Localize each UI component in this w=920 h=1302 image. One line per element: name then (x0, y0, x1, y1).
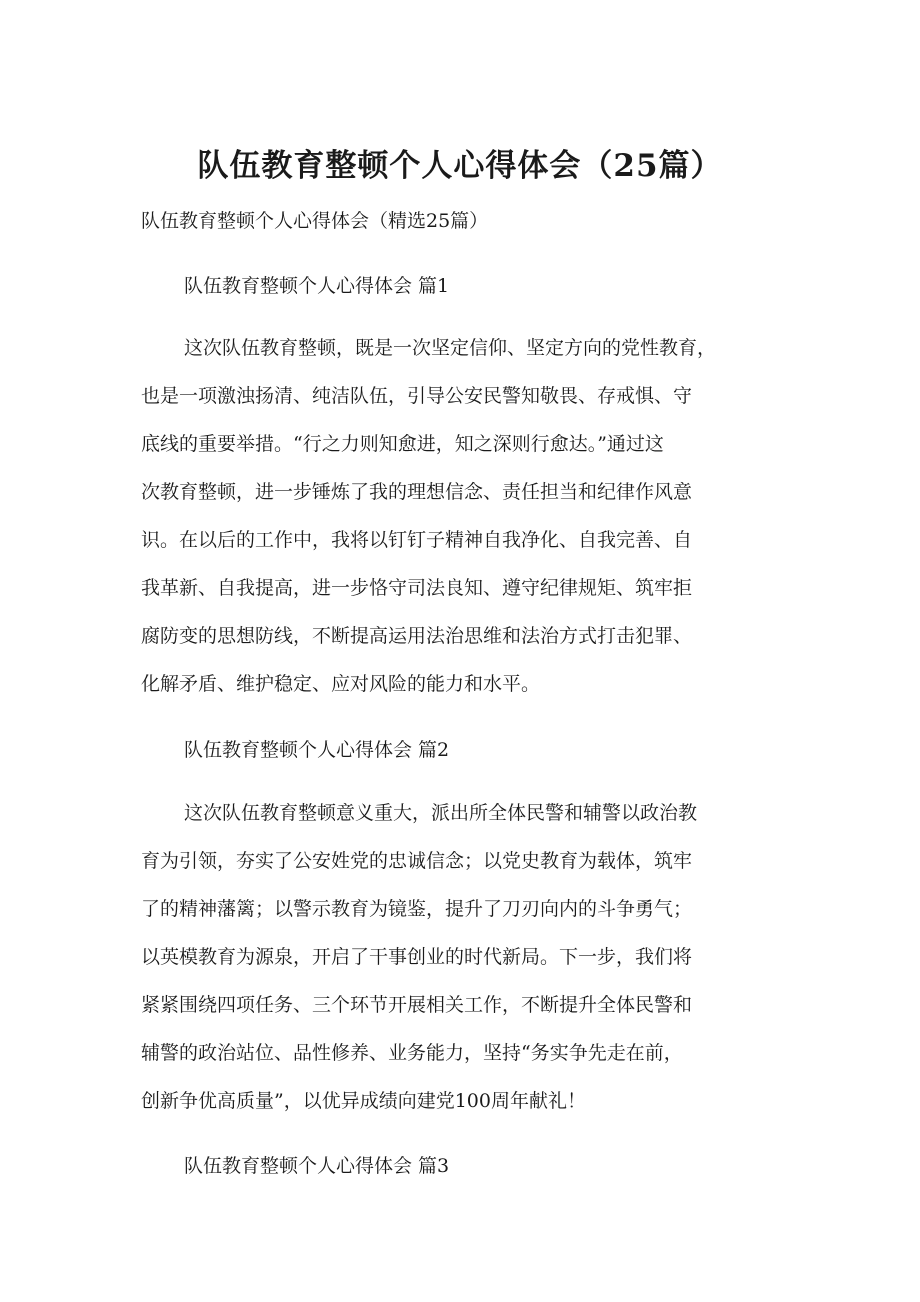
section-heading: 队伍教育整顿个人心得体会 篇3 (184, 1155, 450, 1177)
paragraph-line: 了的精神藩篱；以警示教育为镜鉴，提升了刀刃向内的斗争勇气； (141, 898, 693, 920)
paragraph-line: 紧紧围绕四项任务、三个环节开展相关工作，不断提升全体民警和 (141, 994, 693, 1016)
paragraph-line: 育为引领，夯实了公安姓党的忠诚信念；以党史教育为载体，筑牢 (141, 850, 693, 872)
paragraph-line: 创新争优高质量”，以优异成绩向建党100周年献礼！ (141, 1090, 586, 1112)
section-paragraph (141, 333, 801, 717)
paragraph-line: 底线的重要举措。“行之力则知愈进，知之深则行愈达。”通过这 (141, 433, 664, 455)
section-heading: 队伍教育整顿个人心得体会 篇1 (184, 275, 450, 297)
paragraph-line: 腐防变的思想防线，不断提高运用法治思维和法治方式打击犯罪、 (141, 625, 693, 647)
section-paragraph (141, 798, 801, 1134)
paragraph-line: 识。在以后的工作中，我将以钉钉子精神自我净化、自我完善、自 (141, 529, 693, 551)
paragraph-line: 我革新、自我提高，进一步恪守司法良知、遵守纪律规矩、筑牢拒 (141, 577, 693, 599)
paragraph-line: 这次队伍教育整顿，既是一次坚定信仰、坚定方向的党性教育， (184, 337, 717, 359)
paragraph-line: 次教育整顿，进一步锤炼了我的理想信念、责任担当和纪律作风意 (141, 481, 693, 503)
document-title: 队伍教育整顿个人心得体会（25篇） (197, 148, 723, 184)
paragraph-line: 辅警的政治站位、品性修养、业务能力，坚持“务实争先走在前， (141, 1042, 683, 1064)
paragraph-line: 化解矛盾、维护稳定、应对风险的能力和水平。 (141, 673, 541, 695)
paragraph-line: 这次队伍教育整顿意义重大，派出所全体民警和辅警以政治教 (184, 802, 698, 824)
paragraph-line: 也是一项激浊扬清、纯洁队伍，引导公安民警知敬畏、存戒惧、守 (141, 385, 693, 407)
section-heading: 队伍教育整顿个人心得体会 篇2 (184, 739, 450, 761)
paragraph-line: 以英模教育为源泉，开启了干事创业的时代新局。下一步，我们将 (141, 946, 693, 968)
document-subtitle: 队伍教育整顿个人心得体会（精选25篇） (141, 210, 489, 232)
